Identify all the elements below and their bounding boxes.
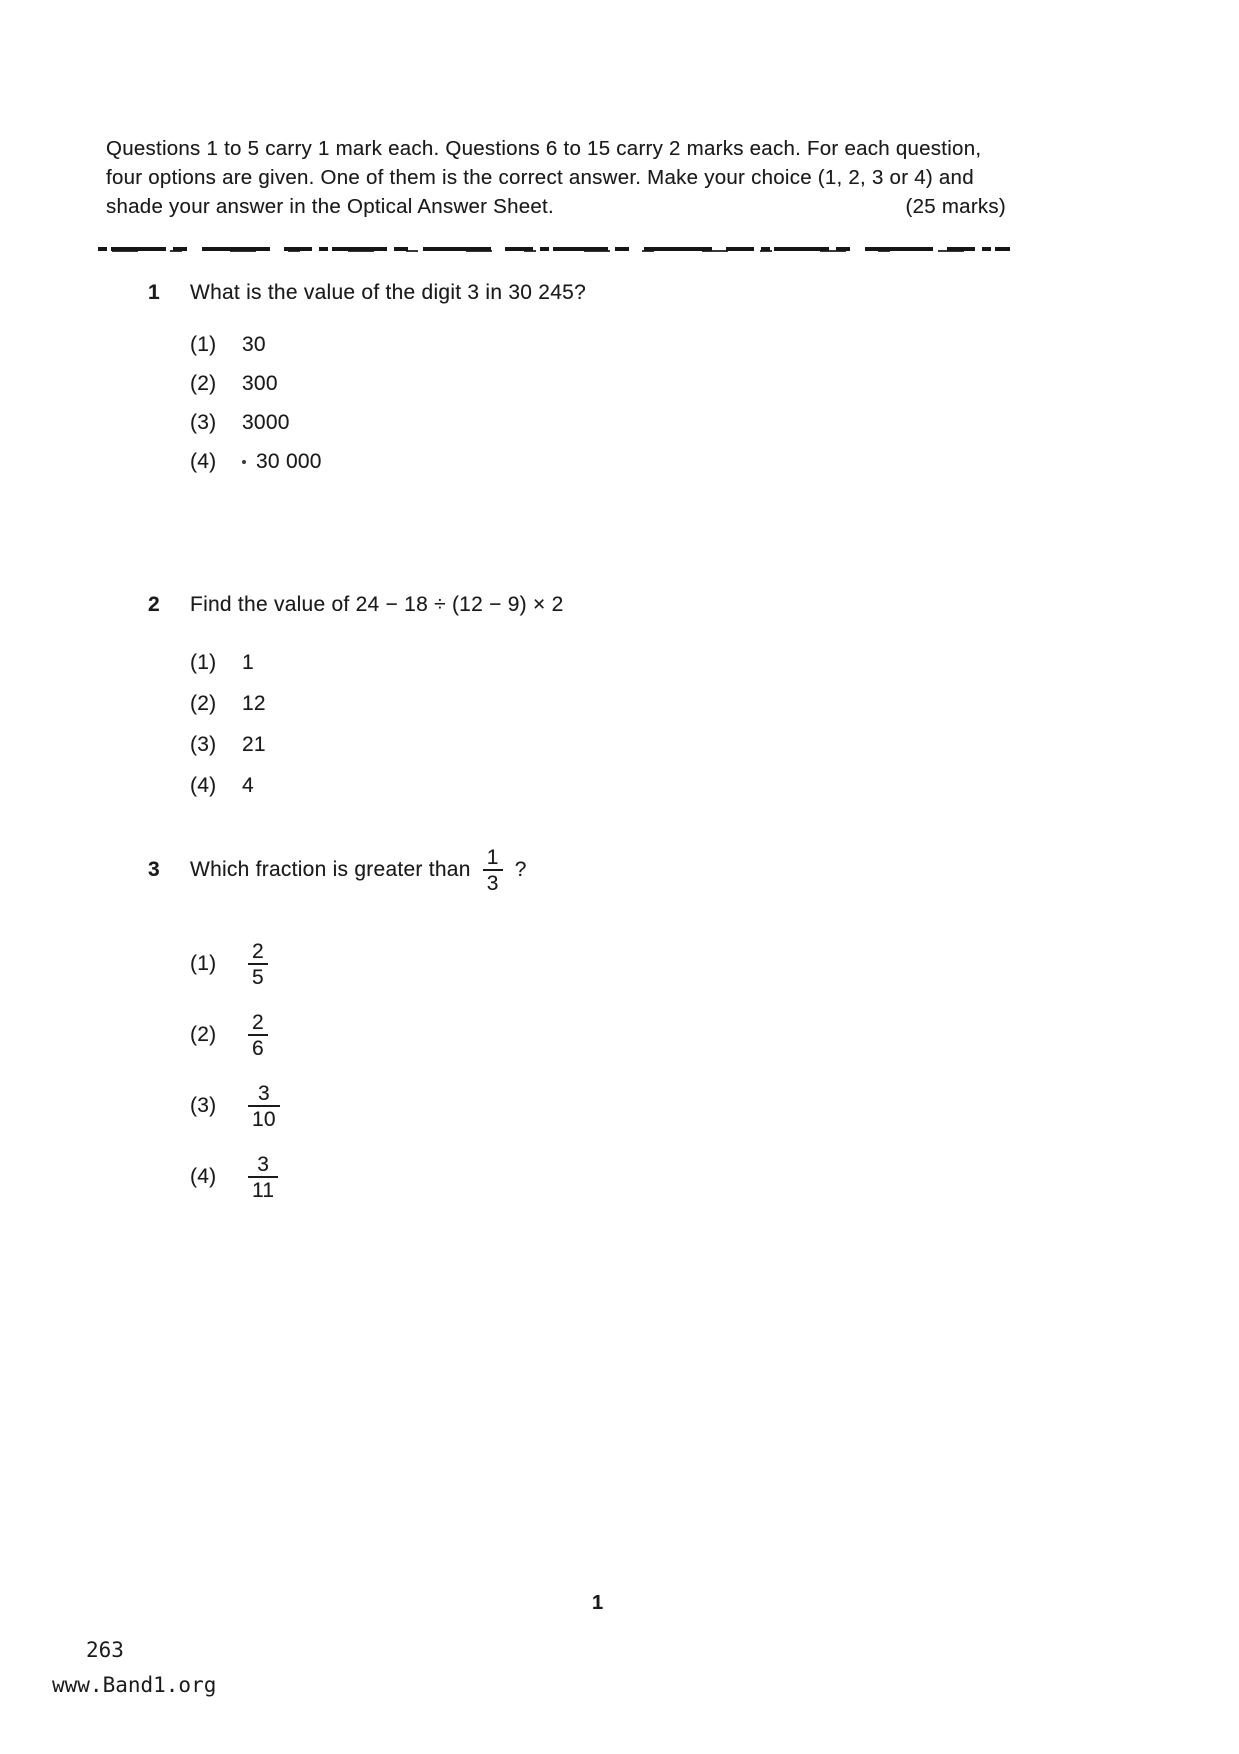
fraction-denominator: 11 [248, 1176, 278, 1202]
option [190, 1010, 1066, 1060]
option-label: (2) [190, 1023, 217, 1047]
option [190, 651, 1066, 678]
option-label: (2) [190, 692, 217, 716]
option [190, 774, 1066, 801]
question-text [190, 846, 1066, 895]
option-value: 1 [242, 651, 254, 675]
option-value: 21 [242, 733, 266, 757]
option-value: 3000 [242, 411, 290, 435]
dashed-divider [98, 247, 1010, 251]
fraction-numerator: 2 [252, 1010, 264, 1034]
fraction-numerator: 1 [486, 846, 499, 869]
fraction [248, 1082, 280, 1131]
question-3 [106, 846, 1066, 1223]
options-list [190, 651, 1066, 801]
options-list [190, 333, 1066, 477]
instructions-line: Questions 1 to 5 carry 1 mark each. Questions 6 to 15 carry 2 marks each. For each question, [106, 137, 982, 160]
fraction [483, 846, 503, 895]
option-value: 30 [242, 333, 266, 357]
option-label: (1) [190, 333, 217, 357]
question-text-after: ? [514, 858, 527, 882]
options-list [190, 939, 1066, 1202]
option-value: 4 [242, 774, 254, 798]
option-label: (2) [190, 372, 217, 396]
option [190, 1152, 1066, 1202]
option-value: 30 000 [242, 450, 322, 474]
question-text-before: Which fraction is greater than [190, 858, 471, 882]
question-text: Find the value of 24 − 18 ÷ (12 − 9) × 2 [190, 593, 564, 616]
fraction [248, 940, 268, 989]
option-label: (1) [190, 651, 217, 675]
option-value: 12 [242, 692, 266, 716]
option [190, 411, 1066, 438]
option-label: (4) [190, 450, 217, 474]
option-label: (3) [190, 411, 217, 435]
fraction-numerator: 3 [257, 1081, 270, 1105]
option [190, 939, 1066, 989]
fraction-denominator: 10 [248, 1105, 280, 1131]
instructions-line: four options are given. One of them is the correct answer. Make your choice (1, 2, 3 or 4) and [106, 166, 974, 189]
page-number: 1 [592, 1592, 604, 1614]
option-label: (1) [190, 952, 217, 976]
fraction-denominator: 3 [483, 869, 503, 895]
marks-label: (25 marks) [905, 195, 1006, 218]
question-number: 1 [148, 281, 160, 304]
option [190, 692, 1066, 719]
footer-site-url: www.Band1.org [52, 1673, 217, 1697]
option [190, 372, 1066, 399]
question-1 [106, 279, 1066, 489]
option [190, 333, 1066, 360]
option [190, 733, 1066, 760]
option-label: (4) [190, 1165, 217, 1189]
option-label: (3) [190, 733, 217, 757]
option-value: 300 [242, 372, 278, 396]
question-number: 2 [148, 593, 160, 616]
option [190, 450, 1066, 477]
option [190, 1081, 1066, 1131]
fraction-denominator: 5 [248, 963, 268, 989]
fraction-numerator: 3 [257, 1152, 270, 1176]
option-label: (4) [190, 774, 217, 798]
question-text: What is the value of the digit 3 in 30 245? [190, 281, 586, 304]
fraction-numerator: 2 [252, 939, 264, 963]
question-2 [106, 591, 1066, 815]
instructions-block [106, 134, 1012, 221]
option-label: (3) [190, 1094, 217, 1118]
instructions-line: shade your answer in the Optical Answer Sheet. [106, 195, 554, 218]
footer-code: 263 [86, 1638, 124, 1662]
fraction [248, 1011, 268, 1060]
fraction-denominator: 6 [248, 1034, 268, 1060]
question-number: 3 [148, 858, 160, 882]
fraction [248, 1153, 278, 1202]
